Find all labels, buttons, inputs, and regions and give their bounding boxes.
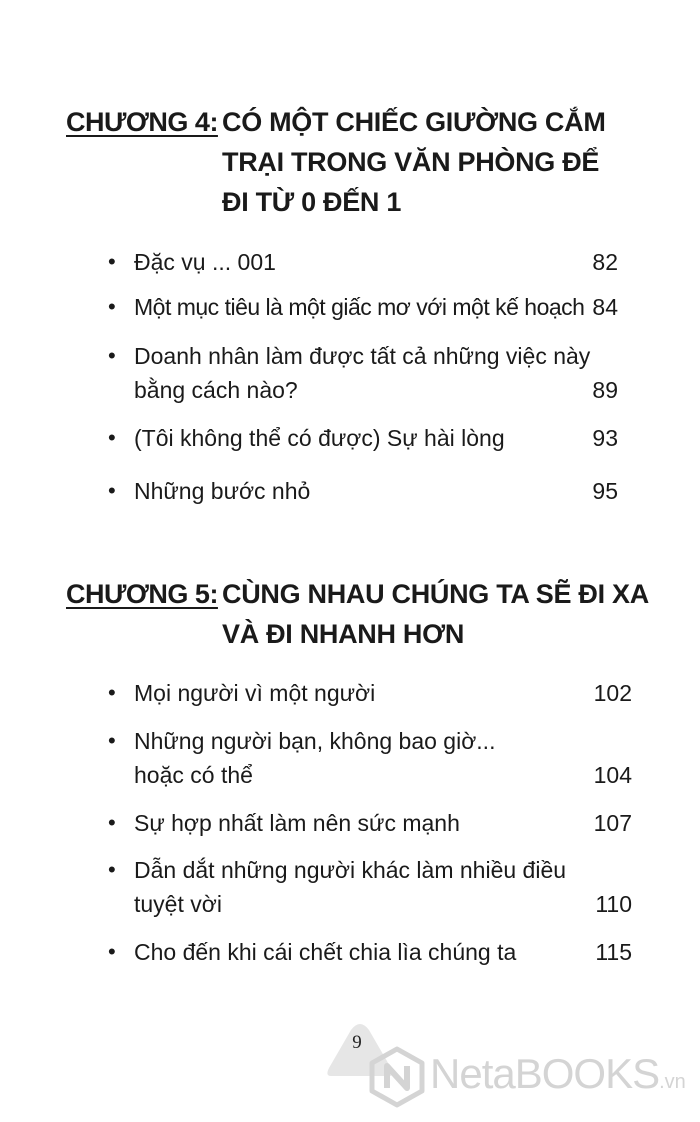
entry-page-number: 102 (593, 680, 632, 706)
entry-line: Cho đến khi cái chết chia lìa chúng ta (134, 939, 517, 965)
logo-text (430, 1050, 686, 1098)
entry-text (134, 806, 460, 840)
bullet-icon: • (108, 249, 116, 274)
chapter-title (222, 574, 662, 654)
entry-line: Những bước nhỏ (134, 478, 311, 504)
bullet-icon: • (108, 294, 116, 319)
entry-line: Doanh nhân làm được tất cả những việc này (134, 343, 591, 369)
entry-text (134, 339, 590, 407)
entry-page-number: 115 (595, 939, 632, 965)
entry-text (134, 421, 505, 455)
entry-text (134, 290, 584, 324)
entry-line: Những người bạn, không bao giờ... (134, 728, 496, 754)
entry-page-number: 107 (593, 810, 632, 836)
chapter-label: CHƯƠNG 5: (66, 579, 218, 609)
chapter-title (222, 102, 662, 222)
page-number: 9 (352, 1032, 362, 1053)
entry-page-number: 95 (592, 478, 618, 504)
entry-line: tuyệt vời (134, 891, 222, 917)
logo-suffix: .vn (659, 1071, 686, 1093)
entry-line: (Tôi không thể có được) Sự hài lòng (134, 425, 505, 451)
entry-page-number: 110 (595, 891, 632, 917)
bullet-icon: • (108, 939, 116, 964)
bullet-icon: • (108, 680, 116, 705)
entry-page-number: 84 (592, 294, 618, 320)
chapter-title-line: ĐI TỪ 0 ĐẾN 1 (222, 187, 402, 217)
bullet-icon: • (108, 810, 116, 835)
entry-line: Dẫn dắt những người khác làm nhiều điều (134, 857, 567, 883)
bullet-icon: • (108, 478, 116, 503)
bullet-icon: • (108, 857, 116, 882)
bullet-icon: • (108, 728, 116, 753)
entry-text (134, 245, 276, 279)
chapter-title-line: TRẠI TRONG VĂN PHÒNG ĐỂ (222, 147, 600, 177)
entry-text (134, 724, 495, 792)
entry-text (134, 474, 310, 508)
chapter-title-line: VÀ ĐI NHANH HƠN (222, 619, 465, 649)
chapter-title-line: CÙNG NHAU CHÚNG TA SẼ ĐI XA (222, 579, 649, 609)
entry-page-number: 82 (592, 249, 618, 275)
entry-page-number: 93 (592, 425, 618, 451)
bullet-icon: • (108, 343, 116, 368)
entry-line: Đặc vụ ... 001 (134, 249, 276, 275)
entry-page-number: 104 (593, 762, 632, 788)
entry-line: Sự hợp nhất làm nên sức mạnh (134, 810, 460, 836)
bullet-icon: • (108, 425, 116, 450)
chapter-title-line: CÓ MỘT CHIẾC GIƯỜNG CẮM (222, 107, 606, 137)
entry-text (134, 853, 566, 921)
netabooks-logo (368, 1046, 686, 1110)
entry-page-number: 89 (592, 377, 618, 403)
entry-line: Mọi người vì một người (134, 680, 376, 706)
entry-line: hoặc có thể (134, 762, 253, 788)
logo-wordmark: NetaBOOKS (430, 1050, 660, 1097)
entry-line: Một mục tiêu là một giấc mơ với một kế hoạch (134, 294, 585, 320)
entry-text (134, 676, 375, 710)
chapter-label: CHƯƠNG 4: (66, 107, 218, 137)
entry-line: bằng cách nào? (134, 377, 298, 403)
entry-text (134, 935, 516, 969)
book-n-icon (368, 1046, 426, 1108)
